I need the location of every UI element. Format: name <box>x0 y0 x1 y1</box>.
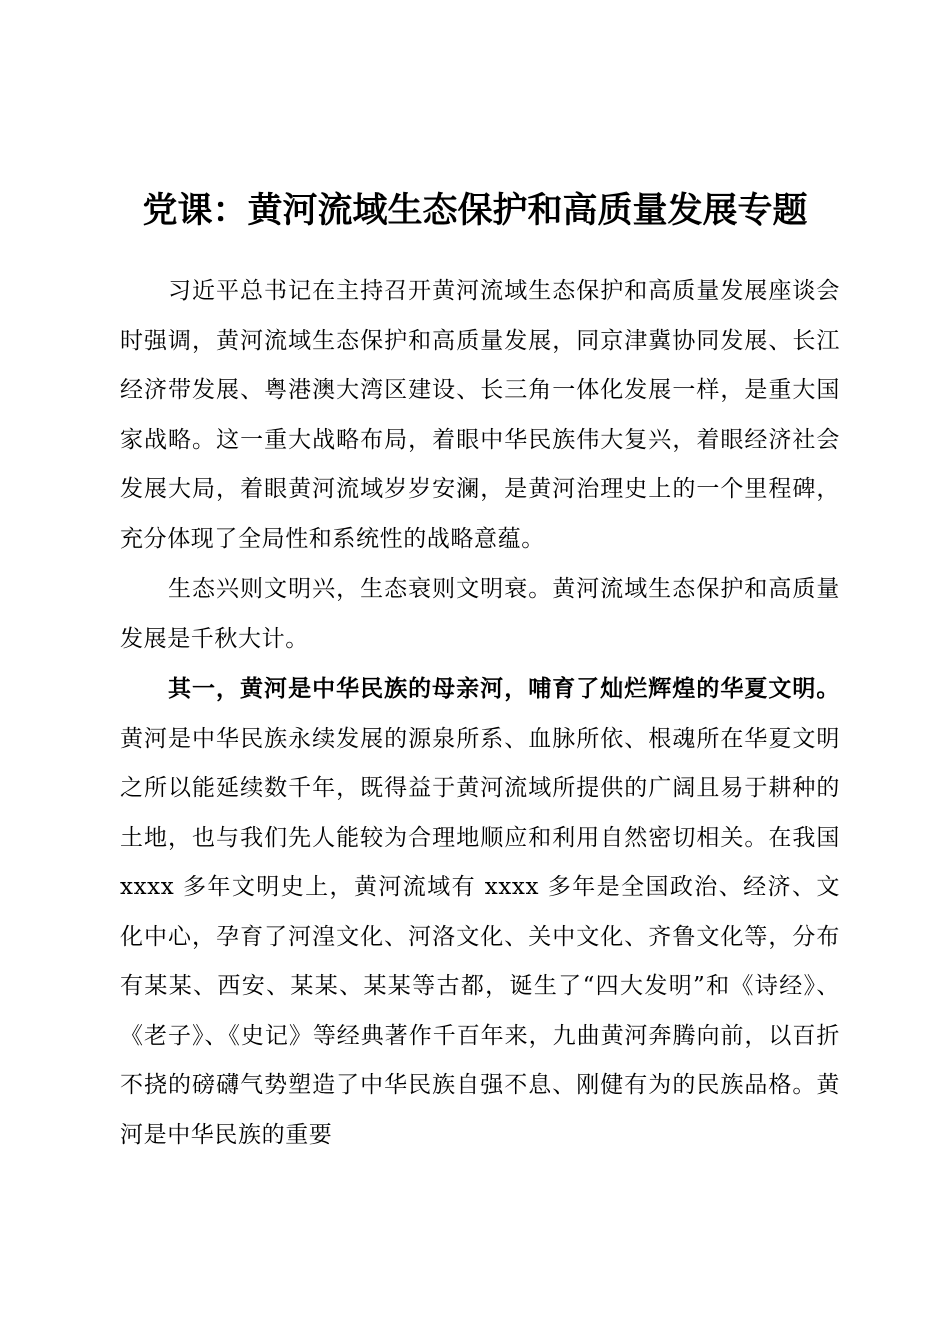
document-title: 党课：黄河流域生态保护和高质量发展专题 <box>142 190 808 231</box>
paragraph-text: 黄河是中华民族永续发展的源泉所系、血脉所依、根魂所在华夏文明之所以能延续数千年，既得益于黄河流域所提供的广阔且易于耕种的土地，也与我们先人能较为合理地顺应和利用自然密切相关。在我国 xxxx 多年文明史上，黄河流域有 xxxx 多年是全国政治、经济、文化中心，孕育了河湟文化、河洛文化、关中文化、齐鲁文化等，分布有某某、西安、某某、某某等古都，诞生了“四大发明”和《诗经》、《老子》、《史记》等经典著作千百年来，九曲黄河奔腾向前，以百折不挠的磅礴气势塑造了中华民族自强不息、刚健有为的民族品格。黄河是中华民族的重要 <box>120 725 840 1148</box>
document-body <box>120 266 840 1160</box>
paragraph-point-one <box>120 664 840 1160</box>
paragraph-lead-heading: 其一，黄河是中华民族的母亲河，哺育了灿烂辉煌的华夏文明。 <box>168 675 840 702</box>
paragraph-ecology <box>120 564 840 664</box>
paragraph-text: 习近平总书记在主持召开黄河流域生态保护和高质量发展座谈会时强调，黄河流域生态保护和高质量发展，同京津冀协同发展、长江经济带发展、粤港澳大湾区建设、长三角一体化发展一样，是重大国家战略。这一重大战略布局，着眼中华民族伟大复兴，着眼经济社会发展大局，着眼黄河流域岁岁安澜，是黄河治理史上的一个里程碑，充分体现了全局性和系统性的战略意蕴。 <box>120 278 840 552</box>
paragraph-intro <box>120 266 840 564</box>
paragraph-text: 生态兴则文明兴，生态衰则文明衰。黄河流域生态保护和高质量发展是千秋大计。 <box>120 576 840 652</box>
